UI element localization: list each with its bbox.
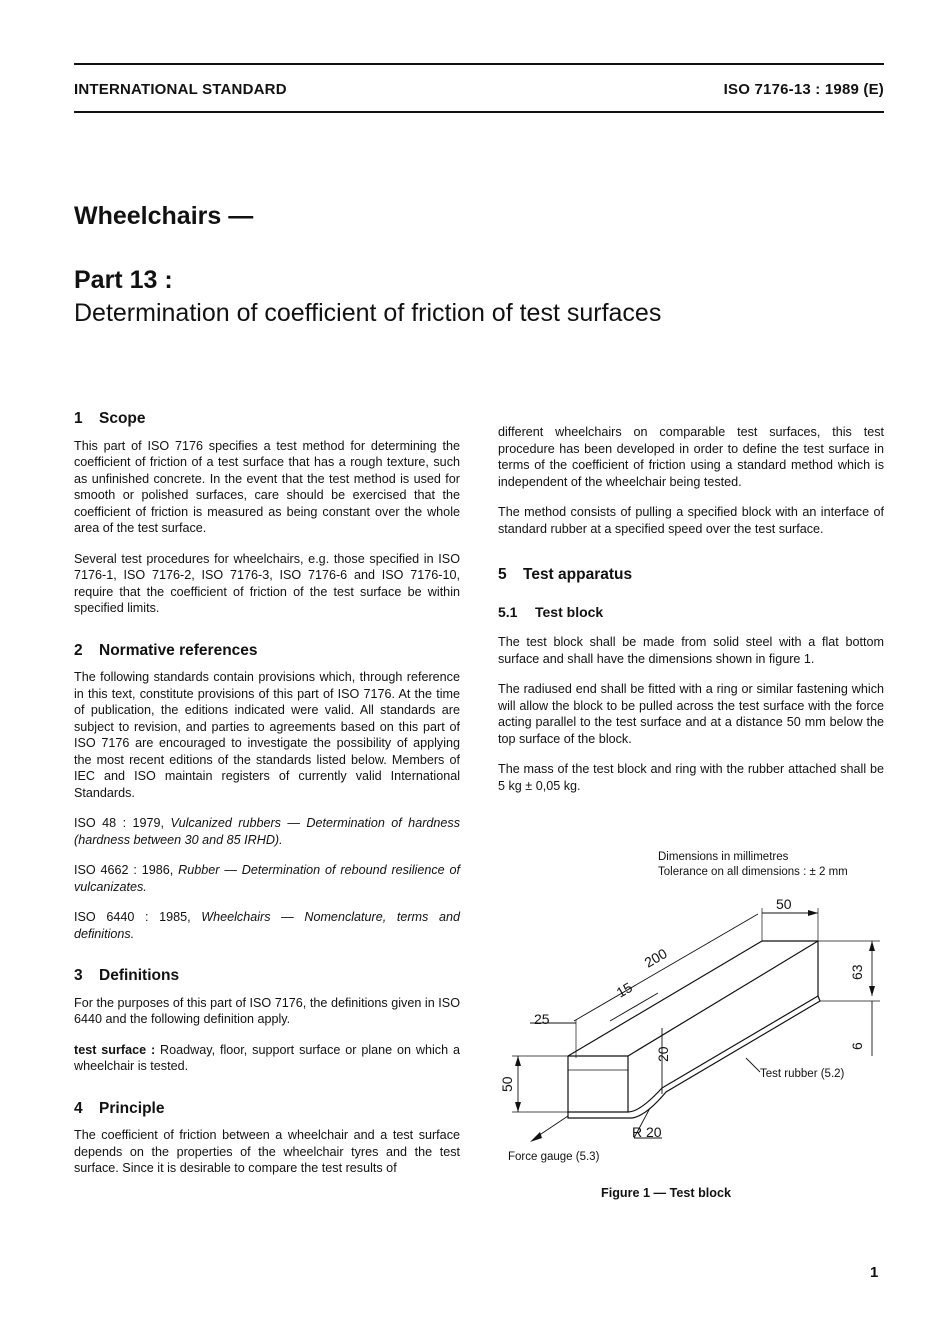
left-column <box>74 411 460 1191</box>
force-gauge-arrow <box>530 1132 542 1142</box>
dim-50-left-label: 50 <box>499 1076 515 1092</box>
principle-paragraph-2: The method consists of pulling a specified block with an interface of standard rubber at a specified speed over the test surface. <box>498 505 884 536</box>
header-left: INTERNATIONAL STANDARD <box>74 81 287 98</box>
reference-title: Rubber — Determination of rebound resilience of vulcanizates. <box>74 863 460 894</box>
reference-code: ISO 4662 : 1986, <box>74 863 174 877</box>
section-normative-heading <box>74 643 460 660</box>
header-right: ISO 7176-13 : 1989 (E) <box>723 81 884 98</box>
dim-20-label: 20 <box>655 1046 671 1062</box>
block-radiused-end <box>628 1088 662 1112</box>
figure-note-tolerance: Tolerance on all dimensions : ± 2 mm <box>658 866 848 878</box>
reference-title: Vulcanized rubbers — Determination of hardness (hardness between 30 and 85 IRHD). <box>74 816 460 847</box>
document-title: Wheelchairs — <box>74 202 254 230</box>
dim-15-label: 15 <box>613 978 635 1001</box>
definition-term: test surface : <box>74 1042 156 1057</box>
section-title: Normative references <box>99 641 258 659</box>
header-top-rule <box>74 63 884 65</box>
section-number: 2 <box>74 641 83 659</box>
reference-iso-6440 <box>74 909 460 942</box>
apparatus-paragraph-3: The mass of the test block and ring with the rubber attached shall be 5 kg ± 0,05 kg. <box>498 762 884 793</box>
reference-iso-4662 <box>74 862 460 895</box>
apparatus-paragraph-1: The test block shall be made from solid steel with a flat bottom surface and shall have the dimensions shown in figure 1. <box>498 635 884 666</box>
figure-note-units: Dimensions in millimetres <box>658 851 789 863</box>
dim-6-label: 6 <box>849 1042 865 1050</box>
subsection-test-block-heading <box>498 604 884 621</box>
dim-200-line <box>574 914 758 1021</box>
reference-iso-48 <box>74 815 460 848</box>
section-scope-heading <box>74 411 460 428</box>
test-rubber-strip <box>568 996 820 1118</box>
page-number: 1 <box>870 1264 879 1281</box>
section-number: 4 <box>74 1099 83 1117</box>
subsection-title: Test block <box>535 603 604 620</box>
part-subtitle: Determination of coefficient of friction of test surfaces <box>74 299 662 327</box>
section-definitions-heading <box>74 968 460 985</box>
definition-test-surface <box>74 1042 460 1075</box>
force-gauge-line <box>538 1116 568 1136</box>
section-number: 1 <box>74 410 83 427</box>
principle-paragraph-1b: different wheelchairs on comparable test surfaces, this test procedure has been developed in order to define the test surface in terms of the coefficient of friction using a standard method which is independent of the wheelchair being tested. <box>498 425 884 489</box>
section-title: Principle <box>99 1099 165 1117</box>
reference-title: Wheelchairs — Nomenclature, terms and definitions. <box>74 910 460 941</box>
section-title: Test apparatus <box>523 566 633 583</box>
dim-25-label: 25 <box>534 1011 550 1027</box>
right-column <box>498 424 884 808</box>
dim-200-label: 200 <box>641 945 670 971</box>
subsection-number: 5.1 <box>498 603 518 620</box>
test-block-figure <box>490 880 890 1180</box>
scope-paragraph-1: This part of ISO 7176 specifies a test method for determining the coefficient of friction of a test surface that has a rough texture, such as unfinished concrete. In the event that the test method is used for smooth or polished surfaces, care should be exercised that the coefficient of friction is measured as being constant over the whole area of the test surface. <box>74 438 460 535</box>
section-number: 3 <box>74 967 83 984</box>
force-gauge-label: Force gauge (5.3) <box>508 1151 600 1163</box>
section-apparatus-heading <box>498 567 884 584</box>
dim-63-label: 63 <box>849 964 865 980</box>
header-bottom-rule <box>74 111 884 113</box>
normative-paragraph: The following standards contain provisions which, through reference in this text, constitute provisions of this part of ISO 7176. At the time of publication, the editions indicated were valid. All standards are subject to revision, and parties to agreements based on this part of ISO 7176 are encouraged to investigate the possibility of applying the most recent editions of the standards listed below. Members of IEC and ISO maintain registers of currently valid International Standards. <box>74 670 460 800</box>
dim-50-top-label: 50 <box>776 896 792 912</box>
figure-caption: Figure 1 — Test block <box>601 1186 731 1200</box>
reference-code: ISO 48 : 1979, <box>74 816 165 830</box>
section-title: Definitions <box>99 967 180 984</box>
section-title: Scope <box>99 410 146 427</box>
principle-paragraph-1a: The coefficient of friction between a wheelchair and a test surface depends on the properties of the wheelchair tyres and the test surface. Since it is desirable to compare the test results of <box>74 1128 460 1175</box>
reference-code: ISO 6440 : 1985, <box>74 910 191 924</box>
section-principle-heading <box>74 1101 460 1118</box>
apparatus-paragraph-2: The radiused end shall be fitted with a ring or similar fastening which will allow the block to be pulled across the test surface with the force acting parallel to the test surface and at a distance 50 mm below the top surface of the block. <box>498 682 884 746</box>
section-number: 5 <box>498 566 507 583</box>
rubber-leader <box>746 1058 760 1072</box>
definitions-paragraph: For the purposes of this part of ISO 7176, the definitions given in ISO 6440 and the following definition apply. <box>74 995 460 1026</box>
scope-paragraph-2: Several test procedures for wheelchairs, e.g. those specified in ISO 7176-1, ISO 7176-2, ISO 7176-3, ISO 7176-6 and ISO 7176-10, require that the coefficient of friction of the test surface be within specified limits. <box>74 551 460 615</box>
test-rubber-label: Test rubber (5.2) <box>760 1068 845 1080</box>
r20-label: R 20 <box>632 1124 662 1140</box>
definition-text: Roadway, floor, support surface or plane on which a wheelchair is tested. <box>74 1042 460 1073</box>
block-front-face <box>568 1056 628 1112</box>
part-number: Part 13 : <box>74 266 173 294</box>
